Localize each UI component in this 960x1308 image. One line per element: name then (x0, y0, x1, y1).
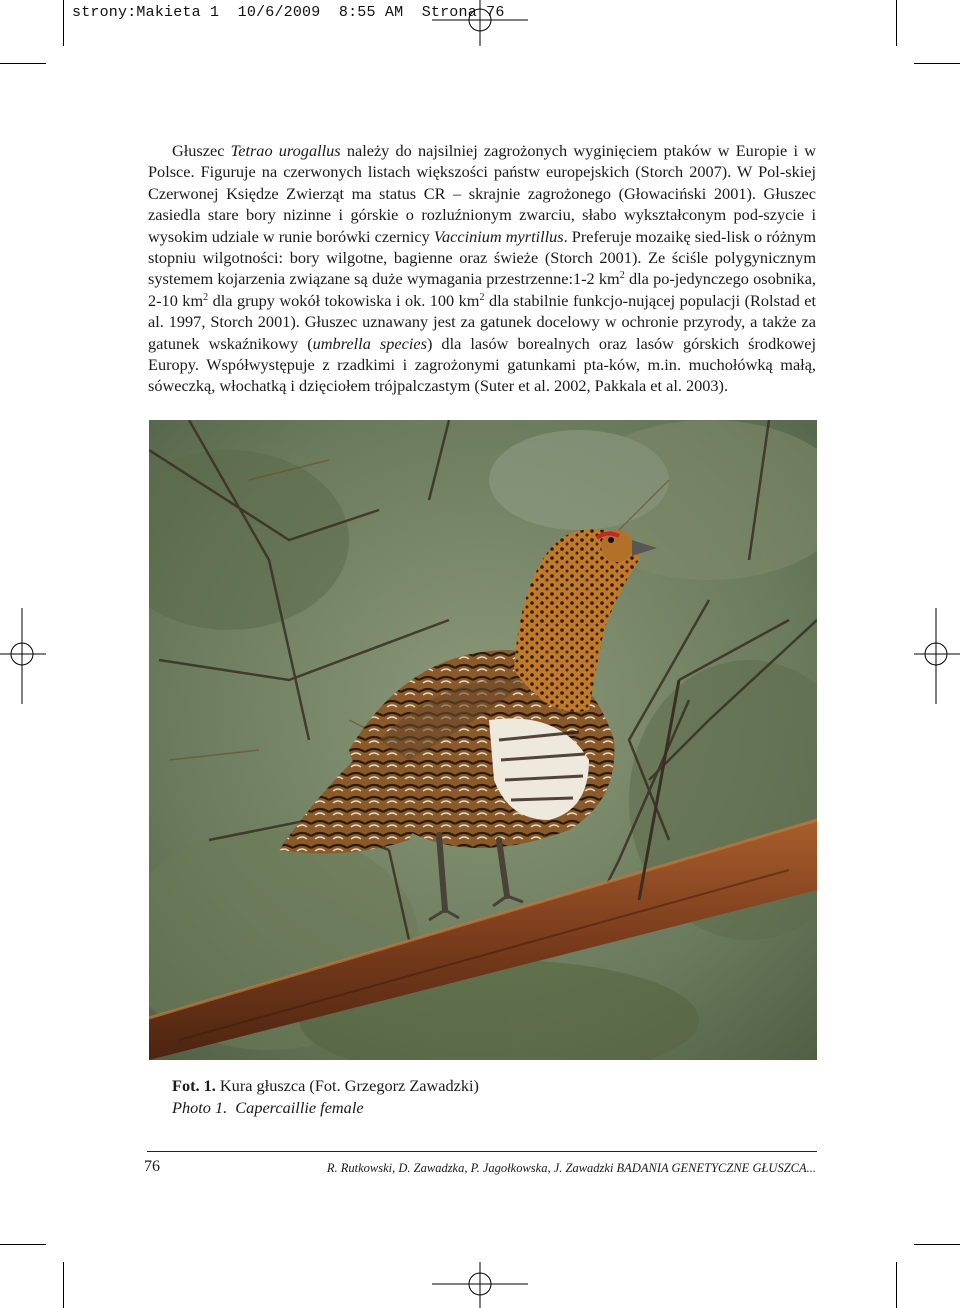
crop-mark-top-right-h (914, 63, 960, 64)
body-text-3: . Preferuje mozaikę sied-lisk o różnym stopniu wilgotności: bory wilgotne, bagienne oraz świeże (Storch 2001). Ze ściśle polygynicznym systemem kojarzenia związane są duże wymagania przestrzenne:1-2 km (148, 226, 816, 289)
crop-mark-top-left-v (63, 0, 64, 46)
registration-mark-top-icon (430, 0, 530, 48)
caption-text-pl: Kura głuszca (Fot. Grzegorz Zawadzki) (215, 1076, 479, 1095)
registration-mark-right-icon (912, 606, 960, 706)
crop-mark-bottom-right-v (896, 1262, 897, 1308)
figure-caption (172, 1075, 479, 1119)
body-text-1: Głuszec (172, 141, 231, 160)
caption-line-pl (172, 1075, 479, 1097)
running-head: R. Rutkowski, D. Zawadzka, P. Jagołkowska, J. Zawadzki BADANIA GENETYCZNE GŁUSZCA... (326, 1161, 816, 1175)
plant-latin-name: Vaccinium myrtillus (433, 226, 564, 246)
body-paragraph (148, 140, 816, 397)
crop-mark-bottom-left-v (63, 1262, 64, 1308)
capercaillie-photo (149, 420, 817, 1060)
crop-mark-bottom-right-h (914, 1244, 960, 1245)
page-number: 76 (144, 1158, 160, 1175)
umbrella-species-term: umbrella species (312, 333, 427, 353)
species-latin-name: Tetrao urogallus (230, 141, 341, 160)
crop-mark-top-left-h (0, 63, 46, 64)
body-text-5: dla grupy wokół tokowiska i ok. 100 km (208, 290, 480, 310)
superscript-2: 2 (203, 291, 209, 303)
slug-time: 8:55 AM (338, 4, 404, 21)
capercaillie-illustration (149, 420, 817, 1060)
registration-mark-bottom-icon (430, 1262, 530, 1308)
body-text-7: ) dla lasów borealnych oraz lasów górskich środkowej Europy. Współwystępuje z rzadkimi i zagrożonymi gatunkami pta-ków, m.in. muchołówką małą, sóweczką, włochatką i dzięciołem trójpalczastym (Suter et al. 2002, Pakkala et al. 2003). (148, 333, 816, 396)
body-text-4: dla po-jedynczego osobnika, 2-10 km (148, 269, 816, 310)
slug-date: 10/6/2009 (237, 4, 321, 21)
caption-text-en: Photo 1. Capercaillie female (172, 1098, 364, 1117)
slug-file: strony:Makieta 1 (72, 4, 220, 21)
superscript-2: 2 (479, 291, 485, 303)
crop-mark-top-right-v (896, 0, 897, 46)
registration-mark-left-icon (0, 606, 48, 706)
body-text-6: dla stabilnie funkcjo-nującej populacji (Rolstad et al. 1997, Storch 2001). Głuszec uznawany jest za gatunek docelowy w ochronie przyrody, a także za gatunek wskaźnikowy ( (148, 290, 817, 353)
caption-label: Fot. 1. (172, 1076, 216, 1095)
footer-rule (147, 1151, 817, 1152)
crop-mark-bottom-left-h (0, 1244, 46, 1245)
slug-page: Strona 76 (421, 4, 505, 21)
body-text-2: należy do najsilniej zagrożonych wyginięciem ptaków w Europie i w Polsce. Figuruje na czerwonych listach większości państw europejskich (Storch 2007). W Pol-skiej Czerwonej Księdze Zwierząt ma status CR – skrajnie zagrożonego (Głowaciński 2001). Głuszec zasiedla stare bory nizinne i górskie o rozluźnionym zwarciu, słabo wykształconym pod-szycie i wysokim udziale w runie borówki czernicy (148, 141, 816, 246)
superscript-2: 2 (619, 270, 625, 282)
